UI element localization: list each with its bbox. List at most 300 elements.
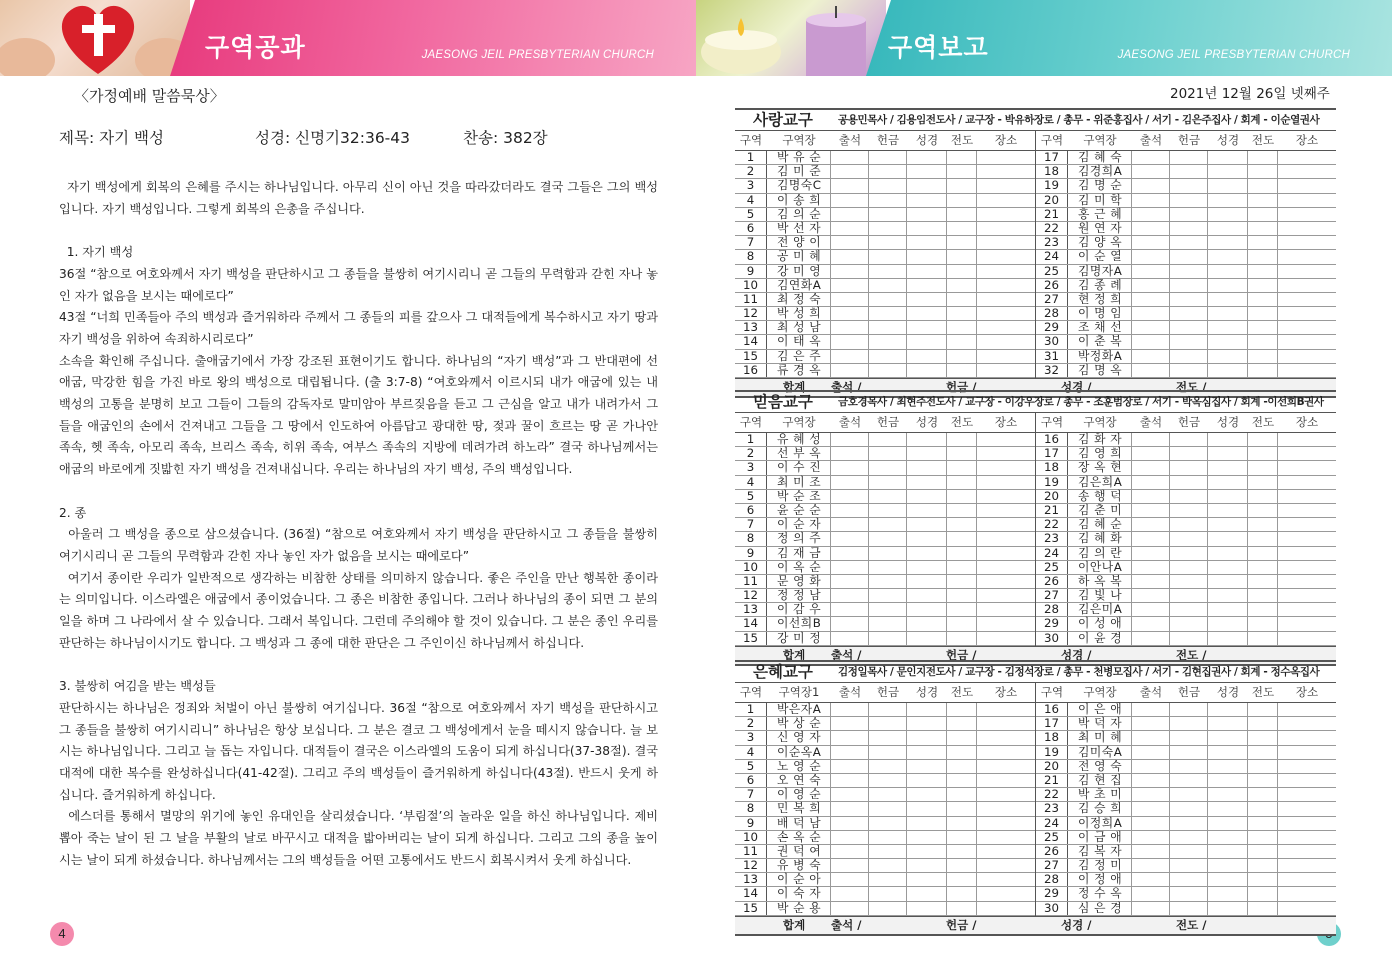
entry-cell[interactable] <box>1248 873 1278 886</box>
entry-cell[interactable] <box>1208 717 1248 730</box>
entry-cell[interactable] <box>907 873 947 886</box>
entry-cell[interactable] <box>1132 887 1170 900</box>
entry-cell[interactable] <box>831 561 869 574</box>
entry-cell[interactable] <box>947 265 977 278</box>
entry-cell[interactable] <box>1278 236 1336 249</box>
entry-cell[interactable] <box>977 518 1035 531</box>
entry-cell[interactable] <box>947 760 977 773</box>
entry-cell[interactable] <box>1208 561 1248 574</box>
entry-cell[interactable] <box>1278 561 1336 574</box>
entry-cell[interactable] <box>947 561 977 574</box>
entry-cell[interactable] <box>1248 151 1278 164</box>
entry-cell[interactable] <box>1248 859 1278 872</box>
entry-cell[interactable] <box>1278 532 1336 545</box>
entry-cell[interactable] <box>1208 887 1248 900</box>
entry-cell[interactable] <box>1248 632 1278 645</box>
entry-cell[interactable] <box>977 887 1035 900</box>
entry-cell[interactable] <box>1278 603 1336 616</box>
entry-cell[interactable] <box>831 250 869 263</box>
entry-cell[interactable] <box>947 632 977 645</box>
entry-cell[interactable] <box>1132 589 1170 602</box>
entry-cell[interactable] <box>907 208 947 221</box>
entry-cell[interactable] <box>869 831 907 844</box>
entry-cell[interactable] <box>907 236 947 249</box>
entry-cell[interactable] <box>977 504 1035 517</box>
entry-cell[interactable] <box>907 589 947 602</box>
entry-cell[interactable] <box>1132 845 1170 858</box>
entry-cell[interactable] <box>1278 293 1336 306</box>
entry-cell[interactable] <box>831 760 869 773</box>
entry-cell[interactable] <box>1132 703 1170 716</box>
entry-cell[interactable] <box>869 321 907 334</box>
entry-cell[interactable] <box>1208 236 1248 249</box>
entry-cell[interactable] <box>1248 532 1278 545</box>
entry-cell[interactable] <box>1248 350 1278 363</box>
entry-cell[interactable] <box>907 817 947 830</box>
entry-cell[interactable] <box>831 461 869 474</box>
entry-cell[interactable] <box>1208 504 1248 517</box>
entry-cell[interactable] <box>1248 321 1278 334</box>
entry-cell[interactable] <box>907 476 947 489</box>
entry-cell[interactable] <box>1248 902 1278 915</box>
entry-cell[interactable] <box>977 364 1035 377</box>
entry-cell[interactable] <box>831 603 869 616</box>
entry-cell[interactable] <box>1132 490 1170 503</box>
entry-cell[interactable] <box>1132 617 1170 630</box>
entry-cell[interactable] <box>907 788 947 801</box>
entry-cell[interactable] <box>1278 831 1336 844</box>
entry-cell[interactable] <box>1248 461 1278 474</box>
entry-cell[interactable] <box>831 165 869 178</box>
entry-cell[interactable] <box>831 817 869 830</box>
entry-cell[interactable] <box>1278 575 1336 588</box>
entry-cell[interactable] <box>1170 236 1208 249</box>
entry-cell[interactable] <box>1132 731 1170 744</box>
entry-cell[interactable] <box>869 490 907 503</box>
entry-cell[interactable] <box>977 279 1035 292</box>
entry-cell[interactable] <box>869 902 907 915</box>
entry-cell[interactable] <box>869 817 907 830</box>
entry-cell[interactable] <box>977 222 1035 235</box>
entry-cell[interactable] <box>907 859 947 872</box>
entry-cell[interactable] <box>1278 589 1336 602</box>
entry-cell[interactable] <box>831 617 869 630</box>
entry-cell[interactable] <box>831 179 869 192</box>
entry-cell[interactable] <box>1132 504 1170 517</box>
entry-cell[interactable] <box>1132 335 1170 348</box>
entry-cell[interactable] <box>831 151 869 164</box>
entry-cell[interactable] <box>977 802 1035 815</box>
entry-cell[interactable] <box>831 703 869 716</box>
entry-cell[interactable] <box>1170 518 1208 531</box>
entry-cell[interactable] <box>947 236 977 249</box>
entry-cell[interactable] <box>831 831 869 844</box>
entry-cell[interactable] <box>907 293 947 306</box>
entry-cell[interactable] <box>1248 575 1278 588</box>
entry-cell[interactable] <box>1132 364 1170 377</box>
entry-cell[interactable] <box>977 447 1035 460</box>
entry-cell[interactable] <box>1132 717 1170 730</box>
entry-cell[interactable] <box>1248 817 1278 830</box>
entry-cell[interactable] <box>947 208 977 221</box>
entry-cell[interactable] <box>1170 335 1208 348</box>
entry-cell[interactable] <box>869 476 907 489</box>
entry-cell[interactable] <box>1278 350 1336 363</box>
entry-cell[interactable] <box>1132 902 1170 915</box>
entry-cell[interactable] <box>907 350 947 363</box>
entry-cell[interactable] <box>1170 208 1208 221</box>
entry-cell[interactable] <box>831 532 869 545</box>
entry-cell[interactable] <box>869 461 907 474</box>
entry-cell[interactable] <box>869 589 907 602</box>
entry-cell[interactable] <box>869 887 907 900</box>
entry-cell[interactable] <box>1132 547 1170 560</box>
entry-cell[interactable] <box>1208 321 1248 334</box>
entry-cell[interactable] <box>831 194 869 207</box>
entry-cell[interactable] <box>1170 350 1208 363</box>
entry-cell[interactable] <box>1132 873 1170 886</box>
entry-cell[interactable] <box>831 774 869 787</box>
entry-cell[interactable] <box>1248 476 1278 489</box>
entry-cell[interactable] <box>1278 887 1336 900</box>
entry-cell[interactable] <box>977 831 1035 844</box>
entry-cell[interactable] <box>977 532 1035 545</box>
entry-cell[interactable] <box>1132 746 1170 759</box>
entry-cell[interactable] <box>1248 731 1278 744</box>
entry-cell[interactable] <box>1278 265 1336 278</box>
entry-cell[interactable] <box>907 490 947 503</box>
entry-cell[interactable] <box>1132 532 1170 545</box>
entry-cell[interactable] <box>977 703 1035 716</box>
entry-cell[interactable] <box>1170 307 1208 320</box>
entry-cell[interactable] <box>1132 774 1170 787</box>
entry-cell[interactable] <box>1208 476 1248 489</box>
entry-cell[interactable] <box>977 236 1035 249</box>
entry-cell[interactable] <box>1278 321 1336 334</box>
entry-cell[interactable] <box>947 179 977 192</box>
entry-cell[interactable] <box>1208 335 1248 348</box>
entry-cell[interactable] <box>869 279 907 292</box>
entry-cell[interactable] <box>907 364 947 377</box>
entry-cell[interactable] <box>907 760 947 773</box>
entry-cell[interactable] <box>831 364 869 377</box>
entry-cell[interactable] <box>1170 887 1208 900</box>
entry-cell[interactable] <box>1248 802 1278 815</box>
entry-cell[interactable] <box>1170 547 1208 560</box>
entry-cell[interactable] <box>869 208 907 221</box>
entry-cell[interactable] <box>947 617 977 630</box>
entry-cell[interactable] <box>947 279 977 292</box>
entry-cell[interactable] <box>947 335 977 348</box>
entry-cell[interactable] <box>907 617 947 630</box>
entry-cell[interactable] <box>1208 547 1248 560</box>
entry-cell[interactable] <box>947 788 977 801</box>
entry-cell[interactable] <box>1278 845 1336 858</box>
entry-cell[interactable] <box>907 179 947 192</box>
entry-cell[interactable] <box>1170 589 1208 602</box>
entry-cell[interactable] <box>1278 447 1336 460</box>
entry-cell[interactable] <box>1278 179 1336 192</box>
entry-cell[interactable] <box>947 873 977 886</box>
entry-cell[interactable] <box>947 731 977 744</box>
entry-cell[interactable] <box>1208 788 1248 801</box>
entry-cell[interactable] <box>947 490 977 503</box>
entry-cell[interactable] <box>1278 788 1336 801</box>
entry-cell[interactable] <box>1278 307 1336 320</box>
entry-cell[interactable] <box>947 518 977 531</box>
entry-cell[interactable] <box>1248 279 1278 292</box>
entry-cell[interactable] <box>907 831 947 844</box>
entry-cell[interactable] <box>977 589 1035 602</box>
entry-cell[interactable] <box>1208 293 1248 306</box>
entry-cell[interactable] <box>1170 632 1208 645</box>
entry-cell[interactable] <box>1170 179 1208 192</box>
entry-cell[interactable] <box>869 447 907 460</box>
entry-cell[interactable] <box>977 250 1035 263</box>
entry-cell[interactable] <box>1208 279 1248 292</box>
entry-cell[interactable] <box>1132 250 1170 263</box>
entry-cell[interactable] <box>1248 433 1278 446</box>
entry-cell[interactable] <box>1278 802 1336 815</box>
entry-cell[interactable] <box>1278 335 1336 348</box>
entry-cell[interactable] <box>947 151 977 164</box>
entry-cell[interactable] <box>1132 788 1170 801</box>
entry-cell[interactable] <box>1208 433 1248 446</box>
entry-cell[interactable] <box>947 859 977 872</box>
entry-cell[interactable] <box>947 575 977 588</box>
entry-cell[interactable] <box>1208 208 1248 221</box>
entry-cell[interactable] <box>869 165 907 178</box>
entry-cell[interactable] <box>947 831 977 844</box>
entry-cell[interactable] <box>1208 817 1248 830</box>
entry-cell[interactable] <box>907 447 947 460</box>
entry-cell[interactable] <box>1170 447 1208 460</box>
entry-cell[interactable] <box>977 817 1035 830</box>
entry-cell[interactable] <box>1170 461 1208 474</box>
entry-cell[interactable] <box>1132 632 1170 645</box>
entry-cell[interactable] <box>1248 179 1278 192</box>
entry-cell[interactable] <box>1248 222 1278 235</box>
entry-cell[interactable] <box>869 250 907 263</box>
entry-cell[interactable] <box>1170 165 1208 178</box>
entry-cell[interactable] <box>1208 461 1248 474</box>
entry-cell[interactable] <box>1278 518 1336 531</box>
entry-cell[interactable] <box>869 194 907 207</box>
entry-cell[interactable] <box>1248 547 1278 560</box>
entry-cell[interactable] <box>1278 250 1336 263</box>
entry-cell[interactable] <box>869 433 907 446</box>
entry-cell[interactable] <box>977 746 1035 759</box>
entry-cell[interactable] <box>831 321 869 334</box>
entry-cell[interactable] <box>831 208 869 221</box>
entry-cell[interactable] <box>869 293 907 306</box>
entry-cell[interactable] <box>1278 279 1336 292</box>
entry-cell[interactable] <box>1208 575 1248 588</box>
entry-cell[interactable] <box>1208 518 1248 531</box>
entry-cell[interactable] <box>1278 208 1336 221</box>
entry-cell[interactable] <box>977 731 1035 744</box>
entry-cell[interactable] <box>1170 603 1208 616</box>
entry-cell[interactable] <box>869 222 907 235</box>
entry-cell[interactable] <box>831 490 869 503</box>
entry-cell[interactable] <box>977 859 1035 872</box>
entry-cell[interactable] <box>1132 222 1170 235</box>
entry-cell[interactable] <box>831 447 869 460</box>
entry-cell[interactable] <box>831 265 869 278</box>
entry-cell[interactable] <box>1170 194 1208 207</box>
entry-cell[interactable] <box>869 746 907 759</box>
entry-cell[interactable] <box>1132 461 1170 474</box>
entry-cell[interactable] <box>947 603 977 616</box>
entry-cell[interactable] <box>1248 293 1278 306</box>
entry-cell[interactable] <box>1208 307 1248 320</box>
entry-cell[interactable] <box>1248 589 1278 602</box>
entry-cell[interactable] <box>1170 859 1208 872</box>
entry-cell[interactable] <box>1170 250 1208 263</box>
entry-cell[interactable] <box>831 547 869 560</box>
entry-cell[interactable] <box>1170 151 1208 164</box>
entry-cell[interactable] <box>907 307 947 320</box>
entry-cell[interactable] <box>1170 321 1208 334</box>
entry-cell[interactable] <box>977 788 1035 801</box>
entry-cell[interactable] <box>1248 165 1278 178</box>
entry-cell[interactable] <box>1208 179 1248 192</box>
entry-cell[interactable] <box>1248 208 1278 221</box>
entry-cell[interactable] <box>1132 321 1170 334</box>
entry-cell[interactable] <box>869 265 907 278</box>
entry-cell[interactable] <box>977 461 1035 474</box>
entry-cell[interactable] <box>869 603 907 616</box>
entry-cell[interactable] <box>869 788 907 801</box>
entry-cell[interactable] <box>831 589 869 602</box>
entry-cell[interactable] <box>1248 236 1278 249</box>
entry-cell[interactable] <box>907 433 947 446</box>
entry-cell[interactable] <box>947 817 977 830</box>
entry-cell[interactable] <box>977 490 1035 503</box>
entry-cell[interactable] <box>831 335 869 348</box>
entry-cell[interactable] <box>907 731 947 744</box>
entry-cell[interactable] <box>907 194 947 207</box>
entry-cell[interactable] <box>1278 364 1336 377</box>
entry-cell[interactable] <box>869 307 907 320</box>
entry-cell[interactable] <box>1170 617 1208 630</box>
entry-cell[interactable] <box>831 746 869 759</box>
entry-cell[interactable] <box>831 859 869 872</box>
entry-cell[interactable] <box>1278 746 1336 759</box>
entry-cell[interactable] <box>1170 504 1208 517</box>
entry-cell[interactable] <box>977 350 1035 363</box>
entry-cell[interactable] <box>869 717 907 730</box>
entry-cell[interactable] <box>831 873 869 886</box>
entry-cell[interactable] <box>1208 831 1248 844</box>
entry-cell[interactable] <box>831 887 869 900</box>
entry-cell[interactable] <box>869 703 907 716</box>
entry-cell[interactable] <box>1278 547 1336 560</box>
entry-cell[interactable] <box>1170 817 1208 830</box>
entry-cell[interactable] <box>869 774 907 787</box>
entry-cell[interactable] <box>869 760 907 773</box>
entry-cell[interactable] <box>1278 433 1336 446</box>
entry-cell[interactable] <box>1278 902 1336 915</box>
entry-cell[interactable] <box>1208 222 1248 235</box>
entry-cell[interactable] <box>1170 802 1208 815</box>
entry-cell[interactable] <box>1248 717 1278 730</box>
entry-cell[interactable] <box>1278 504 1336 517</box>
entry-cell[interactable] <box>947 532 977 545</box>
entry-cell[interactable] <box>1132 265 1170 278</box>
entry-cell[interactable] <box>1170 476 1208 489</box>
entry-cell[interactable] <box>977 547 1035 560</box>
entry-cell[interactable] <box>947 504 977 517</box>
entry-cell[interactable] <box>907 703 947 716</box>
entry-cell[interactable] <box>869 236 907 249</box>
entry-cell[interactable] <box>977 774 1035 787</box>
entry-cell[interactable] <box>1278 490 1336 503</box>
entry-cell[interactable] <box>1278 632 1336 645</box>
entry-cell[interactable] <box>947 774 977 787</box>
entry-cell[interactable] <box>831 731 869 744</box>
entry-cell[interactable] <box>1248 887 1278 900</box>
entry-cell[interactable] <box>977 760 1035 773</box>
entry-cell[interactable] <box>1278 760 1336 773</box>
entry-cell[interactable] <box>1208 447 1248 460</box>
entry-cell[interactable] <box>907 250 947 263</box>
entry-cell[interactable] <box>947 250 977 263</box>
entry-cell[interactable] <box>907 575 947 588</box>
entry-cell[interactable] <box>977 603 1035 616</box>
entry-cell[interactable] <box>907 902 947 915</box>
entry-cell[interactable] <box>1278 731 1336 744</box>
entry-cell[interactable] <box>1170 293 1208 306</box>
entry-cell[interactable] <box>1132 208 1170 221</box>
entry-cell[interactable] <box>907 774 947 787</box>
entry-cell[interactable] <box>1132 307 1170 320</box>
entry-cell[interactable] <box>869 873 907 886</box>
entry-cell[interactable] <box>1278 817 1336 830</box>
entry-cell[interactable] <box>1248 504 1278 517</box>
entry-cell[interactable] <box>907 265 947 278</box>
entry-cell[interactable] <box>1248 265 1278 278</box>
entry-cell[interactable] <box>1170 788 1208 801</box>
entry-cell[interactable] <box>947 589 977 602</box>
entry-cell[interactable] <box>947 222 977 235</box>
entry-cell[interactable] <box>977 307 1035 320</box>
entry-cell[interactable] <box>831 293 869 306</box>
entry-cell[interactable] <box>831 845 869 858</box>
entry-cell[interactable] <box>947 307 977 320</box>
entry-cell[interactable] <box>977 632 1035 645</box>
entry-cell[interactable] <box>1132 293 1170 306</box>
entry-cell[interactable] <box>1170 902 1208 915</box>
entry-cell[interactable] <box>869 504 907 517</box>
entry-cell[interactable] <box>977 873 1035 886</box>
entry-cell[interactable] <box>947 802 977 815</box>
entry-cell[interactable] <box>1170 703 1208 716</box>
entry-cell[interactable] <box>1132 151 1170 164</box>
entry-cell[interactable] <box>1132 561 1170 574</box>
entry-cell[interactable] <box>831 518 869 531</box>
entry-cell[interactable] <box>1170 490 1208 503</box>
entry-cell[interactable] <box>1278 717 1336 730</box>
entry-cell[interactable] <box>947 293 977 306</box>
entry-cell[interactable] <box>1170 265 1208 278</box>
entry-cell[interactable] <box>1248 774 1278 787</box>
entry-cell[interactable] <box>869 532 907 545</box>
entry-cell[interactable] <box>907 746 947 759</box>
entry-cell[interactable] <box>831 717 869 730</box>
entry-cell[interactable] <box>947 321 977 334</box>
entry-cell[interactable] <box>1132 859 1170 872</box>
